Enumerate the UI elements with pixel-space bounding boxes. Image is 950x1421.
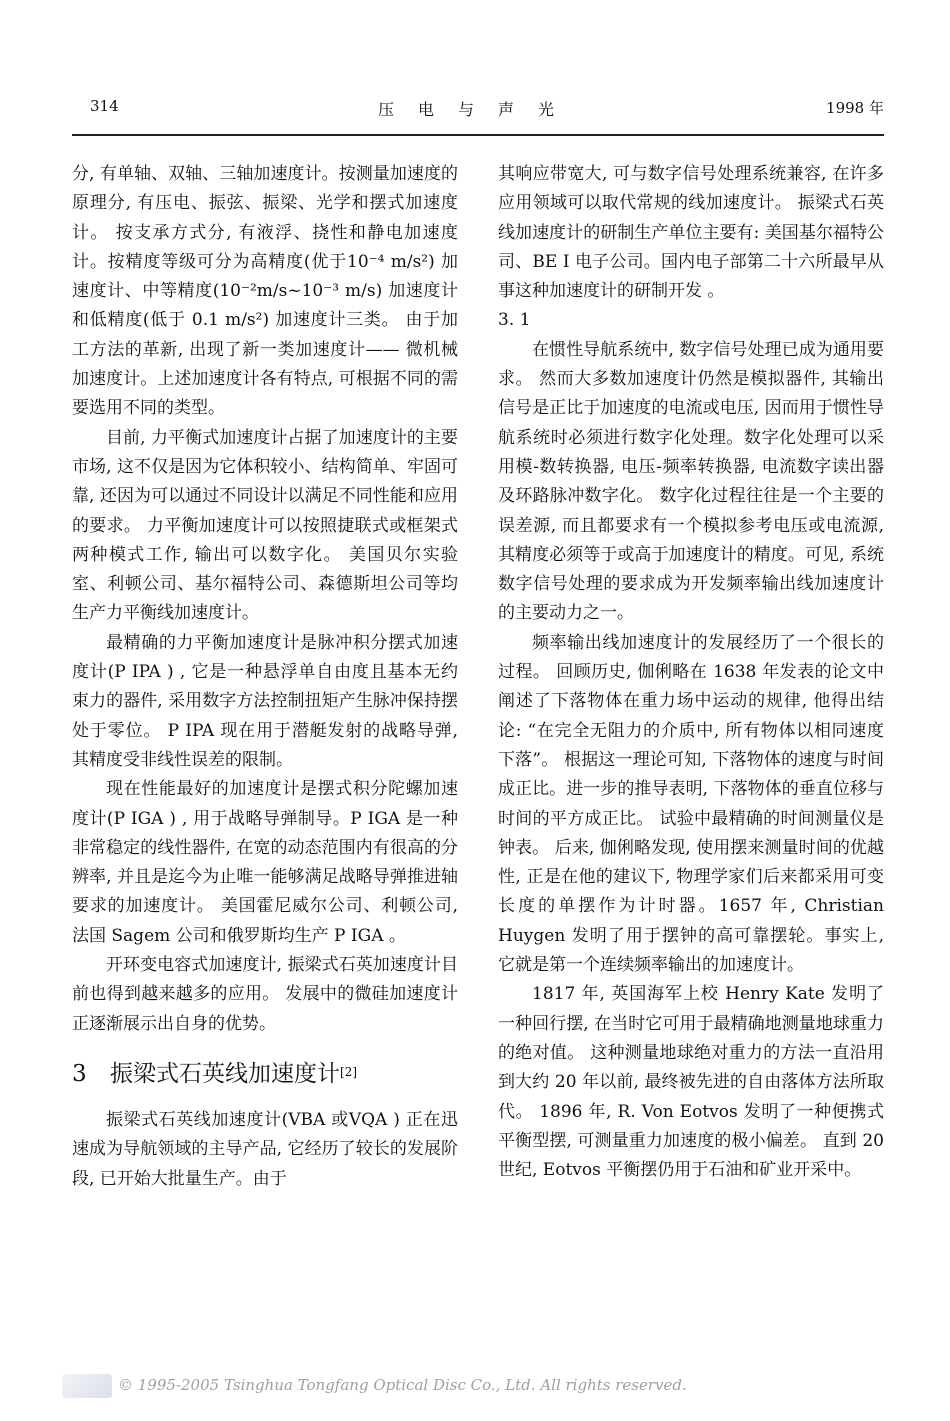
paragraph: 目前, 力平衡式加速度计占据了加速度计的主要市场, 这不仅是因为它体积较小、结构简单、牢固可靠, 还因为可以通过不同设计以满足不同性能和应用的要求。 力平衡加速度计可以按照捷联式或框架式两种模式工作, 输出可以数字化。 美国贝尔实验室、利顿公司、基尔福特公司、森德斯坦公司等均生产力平衡线加速度计。: [72, 427, 458, 624]
paragraph: 在惯性导航系统中, 数字信号处理已成为通用要求。 然而大多数加速度计仍然是模拟器件, 其输出信号是正比于加速度的电流或电压, 因而用于惯性导航系统时必须进行数字化处理。数字化处理可以采用模-数转换器, 电压-频率转换器, 电流数字读出器及环路脉冲数字化。 数字化过程往往是一个主要的误差源, 而且都要求有一个模拟参考电压或电流源, 其精度必须等于或高于加速度计的精度。可见, 系统数字信号处理的要求成为开发频率输出线加速度计的主要动力之一。: [498, 339, 884, 624]
paragraph: 最精确的力平衡加速度计是脉冲积分摆式加速度计(P IPA ) , 它是一种悬浮单自由度且基本无约束力的器件, 采用数字方法控制扭矩产生脉冲保持摆处于零位。 P IPA 现在用于潜艇发射的战略导弹, 其精度受非线性误差的限制。: [72, 632, 458, 770]
section-heading: [72, 1056, 458, 1092]
journal-title: 压电与声光: [377, 100, 578, 119]
subsection-number: 3. 1: [498, 310, 531, 331]
page-number: 314: [90, 97, 119, 115]
journal-year: 1998 年: [826, 99, 884, 117]
section-number: 3: [72, 1060, 87, 1087]
paragraph: 现在性能最好的加速度计是摆式积分陀螺加速度计(P IGA ) , 用于战略导弹制导。P IGA 是一种非常稳定的线性器件, 在宽的动态范围内有很高的分辨率, 并且是迄今为止唯一能够满足战略导弹推进轴要求的加速度计。 美国霍尼威尔公司、利顿公司, 法国 Sagem 公司和俄罗斯均生产 P IGA 。: [72, 779, 458, 946]
paragraph: 振梁式石英线加速度计(VBA 或VQA ) 正在迅速成为导航领域的主导产品, 它经历了较长的发展阶段, 已开始大批量生产。由于: [72, 1109, 458, 1189]
publisher-logo-icon: [62, 1374, 112, 1398]
paragraph: 1817 年, 英国海军上校 Henry Kate 发明了一种回行摆, 在当时它可用于最精确地测量地球重力的绝对值。 这种测量地球绝对重力的方法一直沿用到大约 20 年以前, 最终被先进的自由落体方法所取代。 1896 年, R. Von Eotvos 发明了一种便携式平衡型摆, 可测量重力加速度的极小偏差。 直到 20 世纪, Eotvos 平衡摆仍用于石油和矿业开采中。: [498, 984, 884, 1181]
copyright-notice: © 1995-2005 Tsinghua Tongfang Optical Disc Co., Ltd. All rights reserved.: [118, 1376, 687, 1394]
left-column: [72, 160, 458, 1194]
right-column: [498, 160, 884, 1185]
section-reference: [2]: [340, 1064, 357, 1079]
page-footer: [0, 1374, 950, 1402]
page-header: [72, 97, 884, 119]
section-title: 振梁式石英线加速度计: [110, 1060, 340, 1087]
paragraph: 开环变电容式加速度计, 振梁式石英加速度计目前也得到越来越多的应用。 发展中的微硅加速度计正逐渐展示出自身的优势。: [72, 955, 458, 1034]
paragraph: 分, 有单轴、双轴、三轴加速度计。按测量加速度的原理分, 有压电、振弦、振梁、光学和摆式加速度计。 按支承方式分, 有液浮、挠性和静电加速度计。按精度等级可分为高精度(优于10⁻⁴ m/s²) 加速度计、中等精度(10⁻²m/s~10⁻³ m/s) 加速度计和低精度(低于 0.1 m/s²) 加速度计三类。 由于加工方法的革新, 出现了新一类加速度计—— 微机械加速度计。上述加速度计各有特点, 可根据不同的需要选用不同的类型。: [72, 164, 458, 419]
header-rule: [72, 134, 884, 136]
paragraph: 其响应带宽大, 可与数字信号处理系统兼容, 在许多应用领域可以取代常规的线加速度计。 振梁式石英线加速度计的研制生产单位主要有: 美国基尔福特公司、BE I 电子公司。国内电子部第二十六所最早从事这种加速度计的研制开发 。: [498, 164, 884, 302]
paragraph: 频率输出线加速度计的发展经历了一个很长的过程。 回顾历史, 伽俐略在 1638 年发表的论文中阐述了下落物体在重力场中运动的规律, 他得出结论: “在完全无阻力的介质中, 所有物体以相同速度下落”。 根据这一理论可知, 下落物体的速度与时间成正比。进一步的推导表明, 下落物体的垂直位移与时间的平方成正比。 试验中最精确的时间测量仪是钟表。 后来, 伽俐略发现, 使用摆来测量时间的优越性, 正是在他的建议下, 物理学家们后来都采用可变长度的单摆作为计时器。1657 年, Christian Huygen 发明了用于摆钟的高可靠摆轮。事实上, 它就是第一个连续频率输出的加速度计。: [498, 632, 884, 976]
